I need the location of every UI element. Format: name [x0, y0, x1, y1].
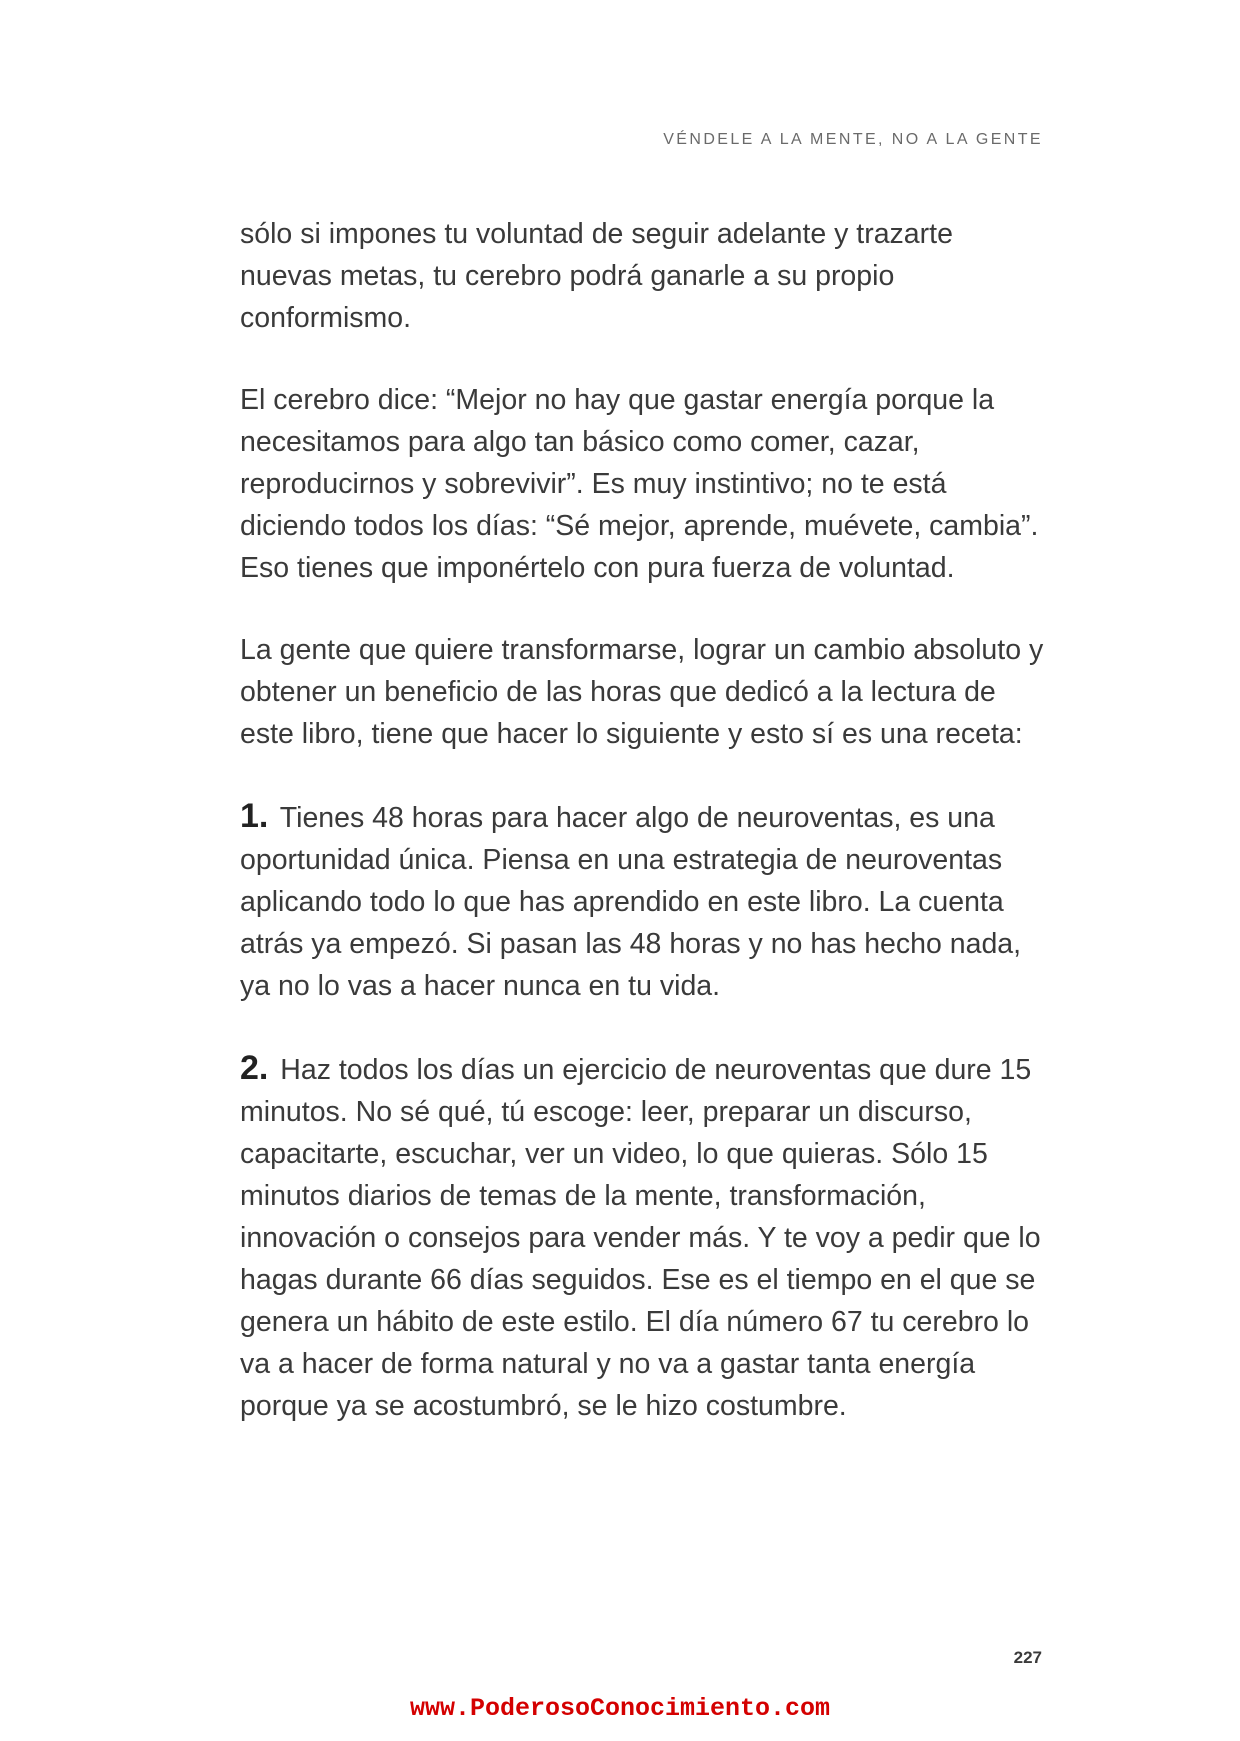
list-item — [240, 1047, 1050, 1427]
paragraph: sólo si impones tu voluntad de seguir adelante y trazarte nuevas metas, tu cerebro podrá ganarle a su propio conformismo. — [240, 218, 953, 334]
paragraph: La gente que quiere transformarse, lograr un cambio absoluto y obtener un beneficio de las horas que dedicó a la lectura de este libro, tiene que hacer lo siguiente y esto sí es una receta: — [240, 634, 1044, 750]
list-item-text: Haz todos los días un ejercicio de neuroventas que dure 15 minutos. No sé qué, tú escoge: leer, preparar un discurso, capacitarte, escuchar, ver un video, lo que quieras. Sólo 15 minutos diarios de temas de la mente, transformación, innovación o consejos para vender más. Y te voy a pedir que lo hagas durante 66 días seguidos. Ese es el tiempo en el que se genera un hábito de este estilo. El día número 67 tu cerebro lo va a hacer de forma natural y no va a gastar tanta energía porque ya se acostumbró, se le hizo costumbre. — [240, 1054, 1041, 1422]
list-item-number: 1. — [240, 797, 269, 835]
list-item-number: 2. — [240, 1049, 269, 1087]
list-item — [240, 795, 1050, 1007]
list-item-text: Tienes 48 horas para hacer algo de neuroventas, es una oportunidad única. Piensa en una estrategia de neuroventas aplicando todo lo que has aprendido en este libro. La cuenta atrás ya empezó. Si pasan las 48 horas y no has hecho nada, ya no lo vas a hacer nunca en tu vida. — [240, 802, 1022, 1002]
paragraph: El cerebro dice: “Mejor no hay que gastar energía porque la necesitamos para algo tan básico como comer, cazar, reproducirnos y sobrevivir”. Es muy instintivo; no te está diciendo todos los días: “Sé mejor, aprende, muévete, cambia”. Eso tienes que imponértelo con pura fuerza de voluntad. — [240, 384, 1039, 584]
running-header: VÉNDELE A LA MENTE, NO A LA GENTE — [663, 131, 1043, 148]
watermark-link[interactable]: www.PoderosoConocimiento.com — [409, 1694, 831, 1723]
page-number: 227 — [1013, 1648, 1042, 1667]
page-body — [240, 213, 1050, 1467]
